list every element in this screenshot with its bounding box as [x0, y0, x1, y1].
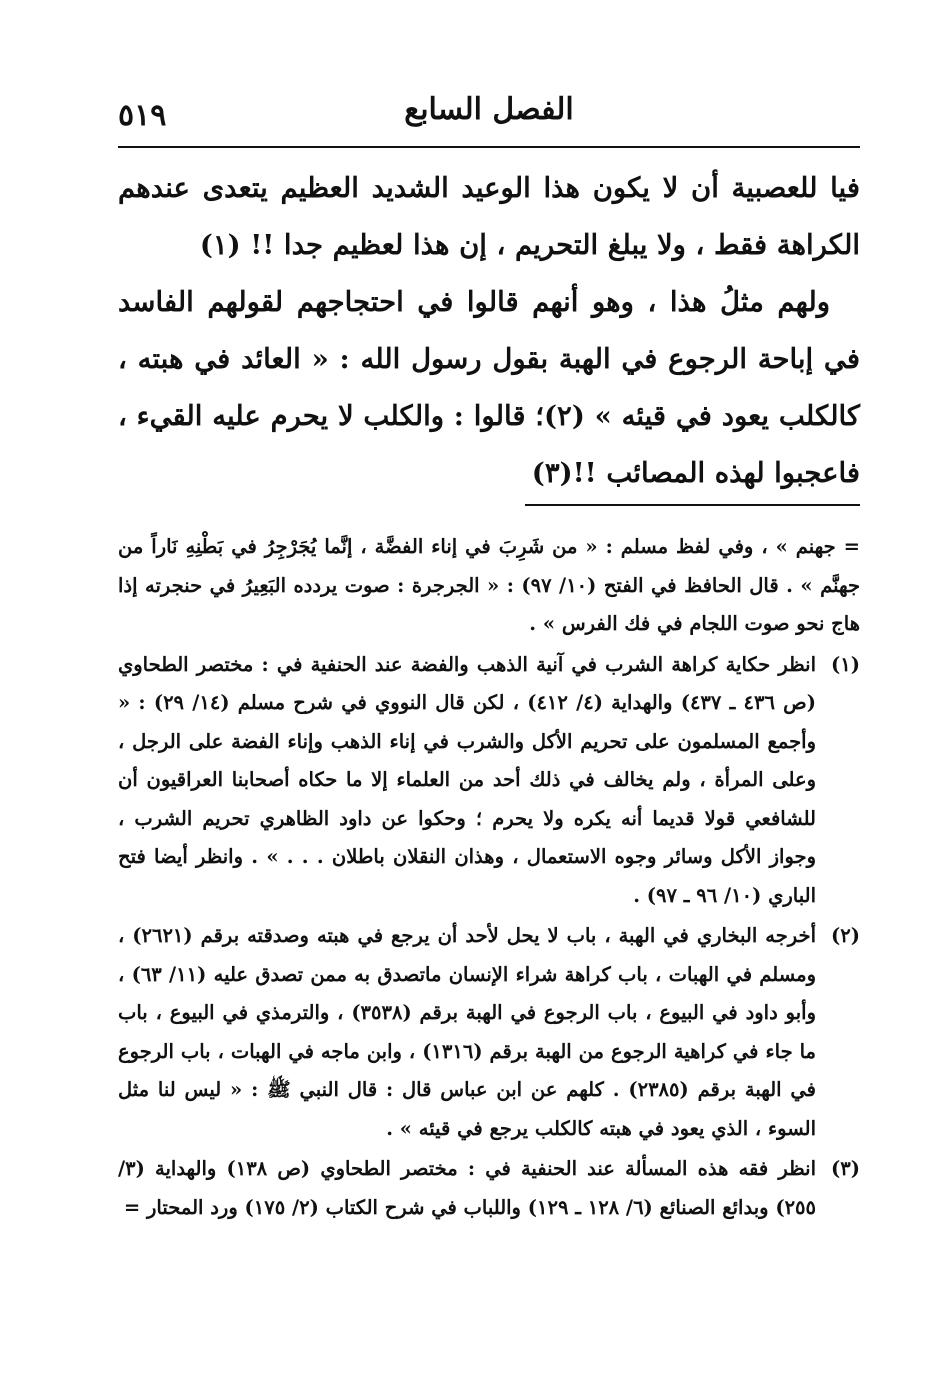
- page-number: ٥١٩: [118, 98, 167, 133]
- main-body-text: [118, 160, 860, 502]
- footnote-continuation: = جهنم » ، وفي لفظ مسلم : « من شَرِبَ في إناء الفضَّة ، إنَّما يُجَرْجِرُ في بَطْنِهِ نَاراً من جهنَّم » . قال الحافظ في الفتح (١٠/ ٩٧) : « الجرجرة : صوت يردده البَعِيرُ في حنجرته إذا هاج نحو صوت اللجام في فك الفرس » .: [118, 535, 860, 635]
- footnote-item: [118, 917, 860, 1148]
- footnote-text: انظر فقه هذه المسألة عند الحنفية في : مختصر الطحاوي (ص ١٣٨) والهداية (٣/ ٢٥٥) وبدائع الصنائع (٦/ ١٢٨ ـ ١٢٩) واللباب في شرح الكتاب (٢/ ١٧٥) ورد المحتار =: [118, 1157, 816, 1219]
- footnotes-section: [118, 528, 860, 1227]
- body-paragraph: فيا للعصبية أن لا يكون هذا الوعيد الشديد العظيم يتعدى عندهم الكراهة فقط ، ولا يبلغ التحريم ، إن هذا لعظيم جدا !! (١): [118, 172, 860, 261]
- body-paragraph: ولهم مثلُ هذا ، وهو أنهم قالوا في احتجاجهم لقولهم الفاسد في إباحة الرجوع في الهبة بقول رسول الله : « العائد في هبته ، كالكلب يعود في قيئه » (٢)؛ قالوا : والكلب لا يحرم عليه القيء ، فاعجبوا لهذه المصائب !!(٣): [118, 286, 861, 489]
- footnote-text: أخرجه البخاري في الهبة ، باب لا يحل لأحد أن يرجع في هبته وصدقته برقم (٢٦٢١) ، ومسلم في الهبات ، باب كراهة شراء الإنسان ماتصدق به ممن تصدق عليه (١١/ ٦٣) ، وأبو داود في البيوع ، باب الرجوع في الهبة برقم (٣٥٣٨) ، والترمذي في البيوع ، باب ما جاء في كراهية الرجوع من الهبة برقم (١٣١٦) ، وابن ماجه في الهبات ، باب الرجوع في الهبة برقم (٢٣٨٥) . كلهم عن ابن عباس قال : قال النبي ﷺ : « ليس لنا مثل السوء ، الذي يعود في هبته كالكلب يرجع في قيئه » .: [118, 924, 817, 1140]
- page-header: [118, 88, 860, 148]
- footnote-number: (١): [831, 652, 860, 676]
- footnote-item: [118, 1150, 860, 1227]
- footnote-number: (٣): [831, 1157, 860, 1180]
- header-divider: [118, 146, 860, 148]
- footnote-text: انظر حكاية كراهة الشرب في آنية الذهب والفضة عند الحنفية في : مختصر الطحاوي (ص ٤٣٦ ـ ٤٣٧) والهداية (٤/ ٤١٢) ، لكن قال النووي في شرح مسلم (١٤/ ٢٩) : « وأجمع المسلمون على تحريم الأكل والشرب في إناء الذهب وإناء الفضة على الرجل ، وعلى المرأة ، ولم يخالف في ذلك أحد من العلماء إلا ما حكاه أصحابنا العراقيون أن للشافعي قولا قديما أنه يكره ولا يحرم ؛ وحكوا عن داود الظاهري تحريم الشرب ، وجواز الأكل وسائر وجوه الاستعمال ، وهذان النقلان باطلان . . . » . وانظر أيضا فتح الباري (١٠/ ٩٦ ـ ٩٧) .: [118, 652, 816, 907]
- chapter-title: الفصل السابع: [404, 92, 574, 127]
- footnote-item: [118, 646, 860, 916]
- footnote-number: (٢): [831, 924, 860, 947]
- footnote-separator: [525, 504, 860, 506]
